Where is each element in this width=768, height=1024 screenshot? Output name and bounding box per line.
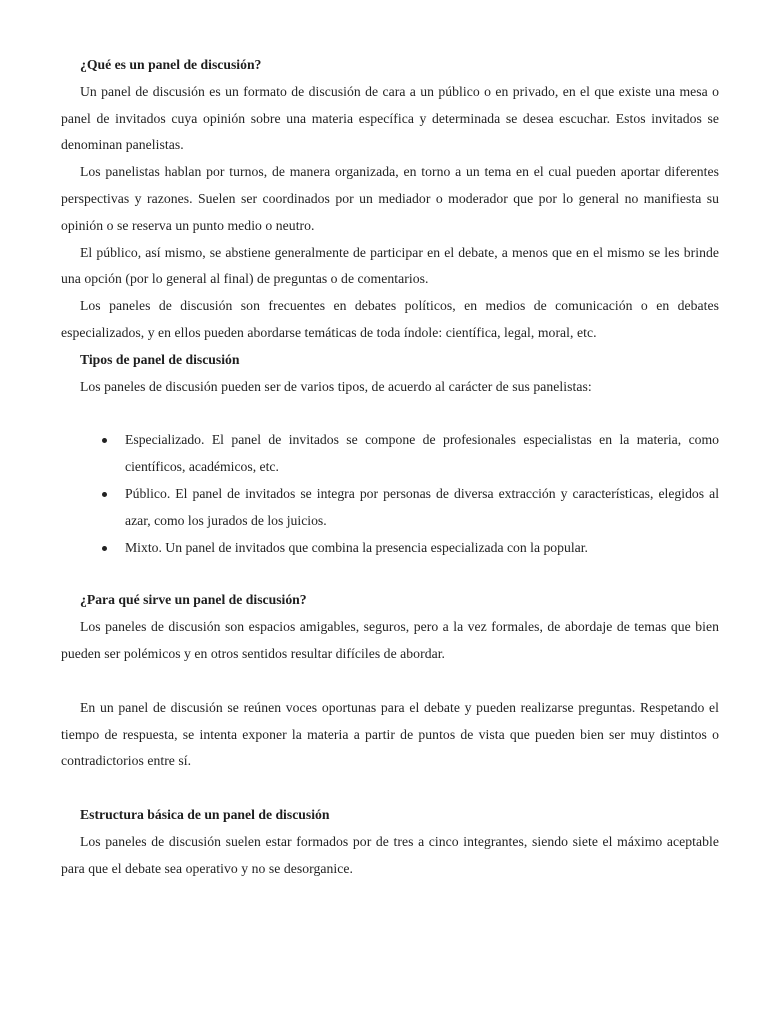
paragraph: Un panel de discusión es un formato de discusión de cara a un público o en privado, en el que existe una mesa o panel de invitados cuya opinión sobre una materia específica y determinada se desea escuchar. Estos invitados se denominan panelistas. [61,83,719,153]
bullet-icon [102,492,107,497]
spacer [61,668,719,695]
list-item-text: Mixto. Un panel de invitados que combina la presencia especializada con la popular. [125,539,588,555]
heading-purpose: ¿Para qué sirve un panel de discusión? [80,592,307,608]
bullet-icon [102,438,107,443]
paragraph: En un panel de discusión se reúnen voces oportunas para el debate y pueden realizarse preguntas. Respetando el tiempo de respuesta, se intenta exponer la materia a partir de puntos de vista que pueden bien ser muy distintos o contradictorios entre sí. [61,699,719,769]
paragraph: Los paneles de discusión suelen estar formados por de tres a cinco integrantes, siendo siete el máximo aceptable para que el debate sea operativo y no se desorganice. [61,833,719,876]
paragraph: Los paneles de discusión son espacios amigables, seguros, pero a la vez formales, de abordaje de temas que bien pueden ser polémicos y en otros sentidos resultar difíciles de abordar. [61,619,719,661]
list-item-text: Especializado. El panel de invitados se compone de profesionales especialistas en la materia, como científicos, académicos, etc. [125,432,719,475]
spacer [61,400,719,427]
paragraph: Los paneles de discusión son frecuentes en debates políticos, en medios de comunicación o en debates especializados, y en ellos pueden abordarse temáticas de toda índole: científica, legal, moral, etc. [61,298,719,340]
list-item [61,481,719,535]
bullet-icon [102,546,107,551]
list-item [61,535,719,562]
paragraph: El público, así mismo, se abstiene generalmente de participar en el debate, a menos que en el mismo se les brinde una opción (por lo general al final) de preguntas o de comentarios. [61,244,719,287]
paragraph: Los paneles de discusión pueden ser de varios tipos, de acuerdo al carácter de sus panelistas: [80,378,592,394]
panel-types-list [61,427,719,561]
spacer [61,561,719,587]
list-item [61,427,719,481]
list-item-text: Público. El panel de invitados se integra por personas de diversa extracción y características, elegidos al azar, como los jurados de los juicios. [125,485,719,528]
spacer [61,775,719,802]
heading-what-is-panel: ¿Qué es un panel de discusión? [80,57,262,72]
document-page [61,52,719,883]
heading-panel-types: Tipos de panel de discusión [80,351,240,367]
heading-structure: Estructura básica de un panel de discusión [80,807,330,823]
paragraph: Los panelistas hablan por turnos, de manera organizada, en torno a un tema en el cual pueden aportar diferentes perspectivas y razones. Suelen ser coordinados por un mediador o moderador que por lo general no manifiesta su opinión o se reserva un punto medio o neutro. [61,164,719,233]
